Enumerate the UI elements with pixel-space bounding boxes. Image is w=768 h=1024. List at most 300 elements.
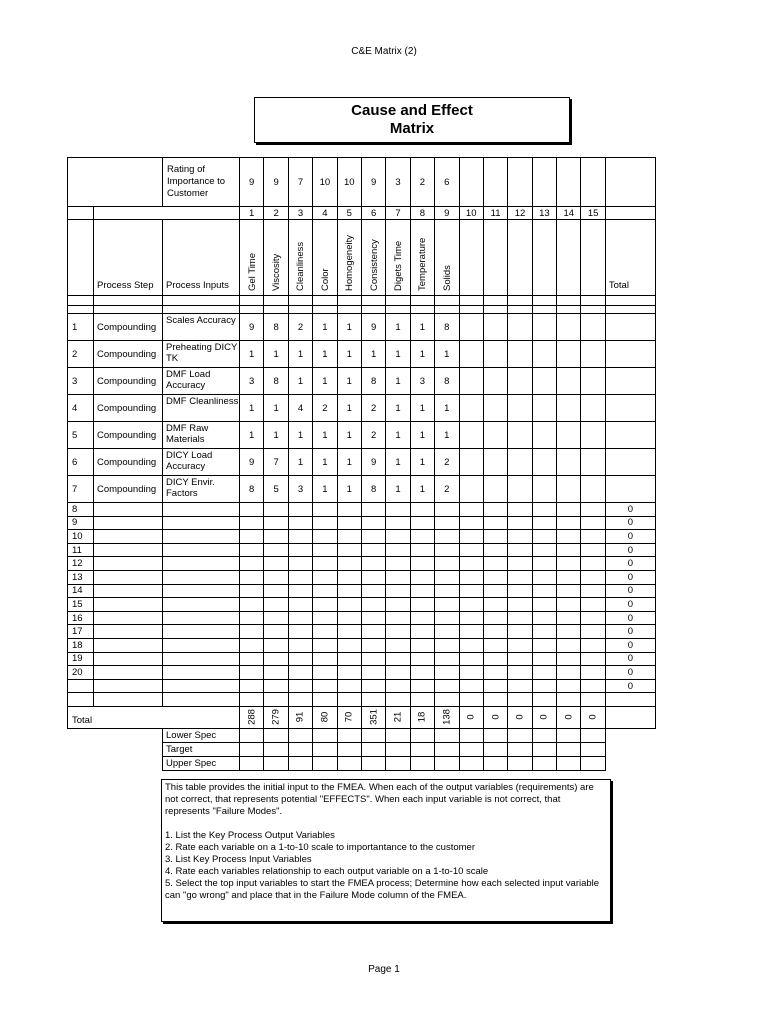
instruction-step-2: 2. Rate each variable on a 1-to-10 scale to importantance to the customer xyxy=(165,842,475,853)
relationship-score xyxy=(337,638,361,652)
relationship-score: 1 xyxy=(264,422,288,449)
rating-cell: 2 xyxy=(410,158,434,207)
output-variable-header xyxy=(288,220,312,296)
column-total xyxy=(361,706,385,728)
relationship-score xyxy=(361,503,385,517)
row-total: 0 xyxy=(605,584,655,598)
process-input xyxy=(163,638,240,652)
relationship-score: 2 xyxy=(435,476,459,503)
relationship-score xyxy=(386,666,410,680)
relationship-score xyxy=(386,679,410,693)
process-input xyxy=(163,693,240,707)
column-total-value: 0 xyxy=(563,714,575,721)
relationship-score: 1 xyxy=(337,476,361,503)
relationship-score xyxy=(386,503,410,517)
relationship-score xyxy=(532,368,556,395)
relationship-score: 3 xyxy=(410,368,434,395)
matrix-row xyxy=(68,693,656,707)
relationship-score xyxy=(386,516,410,530)
relationship-score xyxy=(313,666,337,680)
relationship-score xyxy=(240,693,264,707)
row-number xyxy=(68,693,94,707)
relationship-score xyxy=(337,557,361,571)
relationship-score xyxy=(508,679,532,693)
relationship-score xyxy=(459,476,483,503)
spec-value xyxy=(386,728,410,742)
row-number: 5 xyxy=(68,422,94,449)
process-input xyxy=(163,557,240,571)
blank-cell xyxy=(557,306,581,314)
relationship-score: 8 xyxy=(435,368,459,395)
blank-cell xyxy=(94,296,163,306)
relationship-score: 1 xyxy=(337,368,361,395)
relationship-score xyxy=(581,422,605,449)
column-total xyxy=(435,706,459,728)
column-number: 5 xyxy=(337,207,361,220)
blank-cell xyxy=(557,296,581,306)
spec-value xyxy=(386,756,410,770)
spec-value xyxy=(532,728,556,742)
relationship-score xyxy=(557,584,581,598)
blank-cell xyxy=(337,306,361,314)
row-total: 0 xyxy=(605,570,655,584)
relationship-score: 1 xyxy=(410,422,434,449)
relationship-score: 1 xyxy=(386,395,410,422)
process-step xyxy=(94,543,163,557)
row-total xyxy=(605,368,655,395)
column-total xyxy=(288,706,312,728)
relationship-score: 8 xyxy=(240,476,264,503)
relationship-score xyxy=(337,679,361,693)
process-step xyxy=(94,584,163,598)
column-total xyxy=(240,706,264,728)
spec-value xyxy=(240,742,264,756)
relationship-score xyxy=(264,557,288,571)
relationship-score xyxy=(288,557,312,571)
rating-cell: 9 xyxy=(361,158,385,207)
relationship-score: 8 xyxy=(361,368,385,395)
rating-cell: 9 xyxy=(264,158,288,207)
relationship-score xyxy=(483,368,507,395)
relationship-score xyxy=(532,314,556,341)
process-input xyxy=(163,503,240,517)
row-number: 9 xyxy=(68,516,94,530)
relationship-score xyxy=(532,341,556,368)
relationship-score xyxy=(435,584,459,598)
matrix-row xyxy=(68,158,656,207)
relationship-score xyxy=(264,693,288,707)
relationship-score xyxy=(288,516,312,530)
process-step-header: Process Step xyxy=(94,220,163,296)
relationship-score xyxy=(483,638,507,652)
row-total xyxy=(605,341,655,368)
relationship-score xyxy=(435,679,459,693)
column-total-value: 0 xyxy=(490,714,502,721)
relationship-score xyxy=(459,666,483,680)
relationship-score xyxy=(386,598,410,612)
column-number: 11 xyxy=(483,207,507,220)
relationship-score xyxy=(483,530,507,544)
relationship-score xyxy=(508,598,532,612)
matrix-row xyxy=(68,652,656,666)
relationship-score xyxy=(483,449,507,476)
relationship-score xyxy=(557,652,581,666)
relationship-score xyxy=(459,530,483,544)
spec-value xyxy=(581,756,605,770)
column-total-value: 0 xyxy=(587,714,599,721)
relationship-score xyxy=(313,543,337,557)
spec-value xyxy=(264,756,288,770)
relationship-score xyxy=(313,530,337,544)
column-total-value: 91 xyxy=(294,712,306,723)
relationship-score xyxy=(459,652,483,666)
relationship-score xyxy=(557,666,581,680)
output-variable-header xyxy=(557,220,581,296)
relationship-score: 2 xyxy=(288,314,312,341)
blank-cell xyxy=(581,306,605,314)
matrix-row xyxy=(68,679,656,693)
blank-cell xyxy=(459,306,483,314)
relationship-score xyxy=(410,516,434,530)
column-total-value: 0 xyxy=(465,714,477,721)
matrix-row xyxy=(68,611,656,625)
relationship-score xyxy=(459,395,483,422)
relationship-score: 8 xyxy=(361,476,385,503)
relationship-score xyxy=(557,570,581,584)
column-number: 14 xyxy=(557,207,581,220)
relationship-score xyxy=(459,638,483,652)
relationship-score xyxy=(459,598,483,612)
relationship-score xyxy=(581,557,605,571)
relationship-score: 7 xyxy=(264,449,288,476)
matrix-row xyxy=(68,598,656,612)
blank-cell xyxy=(410,306,434,314)
spec-value xyxy=(337,756,361,770)
relationship-score xyxy=(337,584,361,598)
blank-cell xyxy=(532,296,556,306)
blank-cell xyxy=(459,296,483,306)
process-step: Compounding xyxy=(94,341,163,368)
row-total: 0 xyxy=(605,516,655,530)
process-step xyxy=(94,570,163,584)
row-total xyxy=(605,395,655,422)
process-input xyxy=(163,652,240,666)
relationship-score xyxy=(532,516,556,530)
column-total-value: 279 xyxy=(270,709,282,726)
column-number: 15 xyxy=(581,207,605,220)
rating-cell xyxy=(557,158,581,207)
process-input xyxy=(163,625,240,639)
spec-value xyxy=(288,756,312,770)
matrix-row xyxy=(68,207,656,220)
relationship-score xyxy=(581,341,605,368)
output-variable-header xyxy=(337,220,361,296)
column-total xyxy=(557,706,581,728)
relationship-score xyxy=(581,314,605,341)
process-step: Compounding xyxy=(94,314,163,341)
blank-cell xyxy=(240,306,264,314)
matrix-row xyxy=(68,728,656,742)
relationship-score: 1 xyxy=(435,341,459,368)
relationship-score xyxy=(264,516,288,530)
row-total: 0 xyxy=(605,557,655,571)
relationship-score xyxy=(361,543,385,557)
relationship-score xyxy=(557,557,581,571)
row-number: 4 xyxy=(68,395,94,422)
output-variable-header xyxy=(410,220,434,296)
column-number: 6 xyxy=(361,207,385,220)
relationship-score xyxy=(313,652,337,666)
relationship-score xyxy=(483,611,507,625)
relationship-score xyxy=(361,652,385,666)
column-number: 4 xyxy=(313,207,337,220)
matrix-title-box xyxy=(254,97,570,143)
relationship-score xyxy=(459,516,483,530)
relationship-score xyxy=(581,598,605,612)
relationship-score xyxy=(508,557,532,571)
relationship-score: 1 xyxy=(386,476,410,503)
relationship-score xyxy=(581,679,605,693)
blank-cell xyxy=(361,306,385,314)
rating-cell: 10 xyxy=(337,158,361,207)
row-number xyxy=(68,679,94,693)
relationship-score xyxy=(410,666,434,680)
title-line-2: Matrix xyxy=(389,120,435,137)
process-input xyxy=(163,611,240,625)
row-number: 6 xyxy=(68,449,94,476)
blank-cell xyxy=(605,306,655,314)
spec-value xyxy=(508,756,532,770)
output-variable-label: Cleanliness xyxy=(295,241,307,291)
relationship-score: 1 xyxy=(410,449,434,476)
output-variable-header xyxy=(508,220,532,296)
instructions-box xyxy=(161,779,611,922)
relationship-score xyxy=(435,652,459,666)
column-total-value: 70 xyxy=(343,712,355,723)
matrix-row xyxy=(68,756,656,770)
blank-cell xyxy=(264,306,288,314)
spec-value xyxy=(532,756,556,770)
relationship-score xyxy=(313,598,337,612)
column-total xyxy=(313,706,337,728)
relationship-score xyxy=(557,449,581,476)
process-step xyxy=(94,693,163,707)
process-input xyxy=(163,570,240,584)
spec-value xyxy=(264,728,288,742)
relationship-score xyxy=(361,693,385,707)
relationship-score xyxy=(264,543,288,557)
relationship-score xyxy=(508,422,532,449)
relationship-score xyxy=(337,598,361,612)
relationship-score xyxy=(483,476,507,503)
blank-cell xyxy=(483,306,507,314)
relationship-score xyxy=(313,570,337,584)
relationship-score xyxy=(410,570,434,584)
relationship-score xyxy=(288,611,312,625)
relationship-score xyxy=(508,530,532,544)
relationship-score xyxy=(337,652,361,666)
spec-value xyxy=(508,742,532,756)
relationship-score xyxy=(459,503,483,517)
relationship-score xyxy=(557,598,581,612)
spec-value xyxy=(386,742,410,756)
process-step xyxy=(94,611,163,625)
relationship-score: 1 xyxy=(361,341,385,368)
relationship-score xyxy=(532,652,556,666)
relationship-score xyxy=(240,516,264,530)
blank-cell xyxy=(313,306,337,314)
relationship-score xyxy=(581,611,605,625)
blank-cell xyxy=(508,306,532,314)
relationship-score: 1 xyxy=(288,422,312,449)
relationship-score xyxy=(264,638,288,652)
relationship-score: 1 xyxy=(313,476,337,503)
relationship-score xyxy=(386,557,410,571)
process-inputs-header: Process Inputs xyxy=(163,220,240,296)
process-step: Compounding xyxy=(94,368,163,395)
relationship-score: 1 xyxy=(435,422,459,449)
relationship-score xyxy=(264,584,288,598)
relationship-score xyxy=(532,422,556,449)
relationship-score xyxy=(557,395,581,422)
process-step xyxy=(94,503,163,517)
row-number: 15 xyxy=(68,598,94,612)
relationship-score xyxy=(459,557,483,571)
output-variable-header xyxy=(264,220,288,296)
relationship-score xyxy=(459,570,483,584)
relationship-score xyxy=(508,652,532,666)
relationship-score xyxy=(483,543,507,557)
column-number: 12 xyxy=(508,207,532,220)
output-variable-label: Homogeneity xyxy=(344,235,356,291)
blank-cell xyxy=(288,306,312,314)
process-step xyxy=(94,679,163,693)
rating-cell xyxy=(459,158,483,207)
relationship-score xyxy=(313,679,337,693)
relationship-score xyxy=(557,368,581,395)
relationship-score: 1 xyxy=(410,395,434,422)
relationship-score: 9 xyxy=(361,314,385,341)
relationship-score xyxy=(288,638,312,652)
relationship-score: 8 xyxy=(435,314,459,341)
column-number: 13 xyxy=(532,207,556,220)
output-variable-label: Gel Time xyxy=(246,252,258,291)
relationship-score xyxy=(459,449,483,476)
relationship-score xyxy=(313,693,337,707)
relationship-score xyxy=(581,584,605,598)
relationship-score xyxy=(508,611,532,625)
relationship-score xyxy=(483,666,507,680)
blank-cell xyxy=(68,296,94,306)
relationship-score xyxy=(313,625,337,639)
relationship-score xyxy=(532,666,556,680)
relationship-score xyxy=(483,341,507,368)
spec-value xyxy=(483,742,507,756)
column-total xyxy=(532,706,556,728)
relationship-score xyxy=(557,543,581,557)
row-total xyxy=(605,314,655,341)
relationship-score xyxy=(386,625,410,639)
blank-cell xyxy=(435,296,459,306)
spec-value xyxy=(410,742,434,756)
relationship-score xyxy=(435,570,459,584)
blank-cell xyxy=(532,306,556,314)
spec-value xyxy=(435,742,459,756)
relationship-score xyxy=(435,666,459,680)
relationship-score xyxy=(483,422,507,449)
relationship-score xyxy=(386,584,410,598)
relationship-score xyxy=(410,557,434,571)
column-total-value: 351 xyxy=(368,709,380,726)
row-number: 7 xyxy=(68,476,94,503)
spec-value xyxy=(313,728,337,742)
row-number: 18 xyxy=(68,638,94,652)
output-variable-header xyxy=(313,220,337,296)
relationship-score xyxy=(557,314,581,341)
relationship-score xyxy=(361,557,385,571)
corner-cell xyxy=(68,158,163,207)
relationship-score: 1 xyxy=(288,368,312,395)
blank-cell xyxy=(68,756,163,770)
relationship-score xyxy=(361,598,385,612)
relationship-score xyxy=(483,625,507,639)
relationship-score xyxy=(361,666,385,680)
relationship-score: 2 xyxy=(361,395,385,422)
relationship-score xyxy=(483,570,507,584)
column-total-value: 288 xyxy=(246,709,258,726)
relationship-score xyxy=(313,584,337,598)
relationship-score: 1 xyxy=(386,368,410,395)
relationship-score xyxy=(508,341,532,368)
relationship-score xyxy=(459,584,483,598)
title-line-1: Cause and Effect xyxy=(351,102,473,119)
output-variable-header xyxy=(386,220,410,296)
relationship-score xyxy=(361,638,385,652)
relationship-score: 1 xyxy=(240,422,264,449)
matrix-row xyxy=(68,666,656,680)
spec-label: Upper Spec xyxy=(163,756,240,770)
relationship-score xyxy=(240,598,264,612)
blank-cell xyxy=(508,296,532,306)
relationship-score: 1 xyxy=(337,449,361,476)
relationship-score xyxy=(435,543,459,557)
relationship-score: 1 xyxy=(435,395,459,422)
relationship-score xyxy=(435,503,459,517)
relationship-score xyxy=(288,530,312,544)
instruction-step-4: 4. Rate each variables relationship to each output variable on a 1-to-10 scale xyxy=(165,866,489,877)
relationship-score: 1 xyxy=(313,422,337,449)
relationship-score xyxy=(264,598,288,612)
spec-value xyxy=(361,728,385,742)
blank-cell xyxy=(605,756,655,770)
relationship-score xyxy=(435,638,459,652)
process-step xyxy=(94,638,163,652)
process-input xyxy=(163,584,240,598)
relationship-score xyxy=(459,625,483,639)
row-number: 11 xyxy=(68,543,94,557)
rating-cell xyxy=(508,158,532,207)
relationship-score: 8 xyxy=(264,314,288,341)
spec-label: Target xyxy=(163,742,240,756)
blank-cell xyxy=(435,306,459,314)
relationship-score xyxy=(240,570,264,584)
output-variable-label: Viscosity xyxy=(271,253,283,291)
row-total: 0 xyxy=(605,530,655,544)
row-total: 0 xyxy=(605,625,655,639)
relationship-score xyxy=(508,693,532,707)
relationship-score xyxy=(557,638,581,652)
relationship-score xyxy=(361,679,385,693)
